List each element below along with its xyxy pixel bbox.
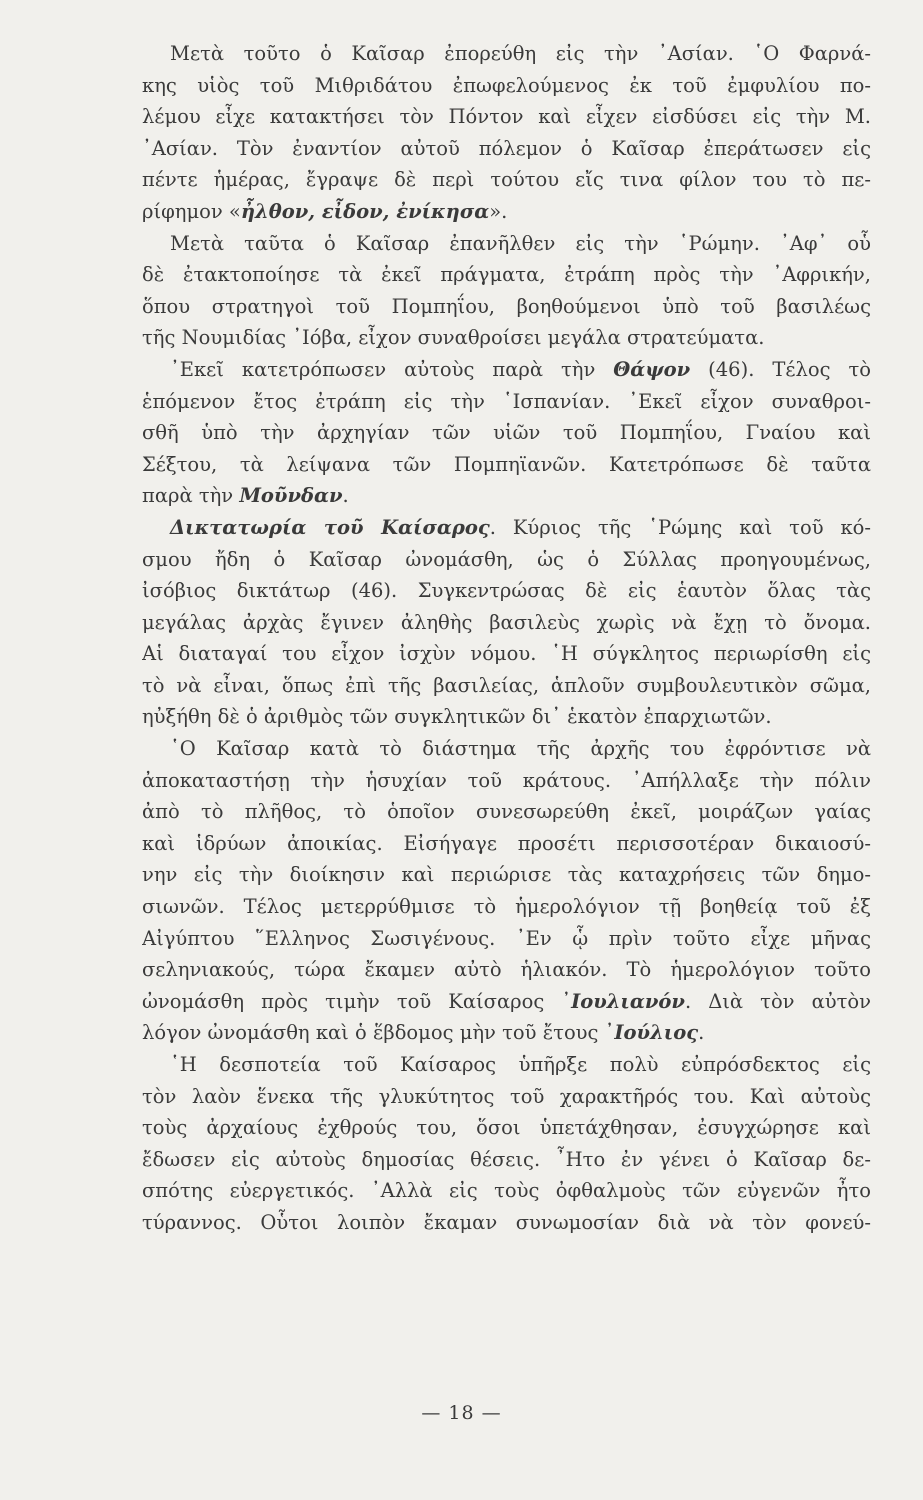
- text-line: σιωνῶν. Τέλος μετερρύθμισε τὸ ἡμερολόγιον τῇ βοηθείᾳ τοῦ ἐξ: [142, 895, 871, 919]
- text-run: .: [698, 1021, 705, 1045]
- text-line: Μετὰ ταῦτα ὁ Καῖσαρ ἐπανῆλθεν εἰς τὴν ῾Ρώμην. ᾿Αφ᾿ οὗ: [170, 231, 871, 255]
- text-line: ηὐξήθη δὲ ὁ ἀριθμὸς τῶν συγκλητικῶν δι᾿ ἑκατὸν ἐπαρχιωτῶν.: [142, 705, 772, 729]
- text-line: [142, 354, 871, 386]
- text-run: ᾿Εκεῖ κατετρόπωσεν αὐτοὺς παρὰ τὴν: [170, 357, 614, 381]
- text-run: ρίφημον «: [142, 199, 241, 223]
- emphasized-term: ἦλθον, εἶδον, ἐνίκησα: [240, 199, 490, 223]
- text-line: Αἰγύπτου ῞Ελληνος Σωσιγένους. ᾿Εν ᾧ πρὶν τοῦτο εἶχε μῆνας: [142, 926, 871, 950]
- text-line: Σέξτου, τὰ λείψανα τῶν Πομπηϊανῶν. Κατετρόπωσε δὲ ταῦτα: [142, 452, 871, 476]
- emphasized-term: Δικτατωρία τοῦ Καίσαρος: [170, 515, 490, 539]
- emphasized-term: Θάψον: [613, 357, 691, 381]
- text-line: [142, 196, 871, 228]
- text-line: ἔδωσεν εἰς αὐτοὺς δημοσίας θέσεις. ῏Ητο ἐν γένει ὁ Καῖσαρ δε-: [142, 1147, 871, 1171]
- text-line: τύραννος. Οὗτοι λοιπὸν ἔκαμαν συνωμοσίαν διὰ νὰ τὸν φονεύ-: [142, 1210, 871, 1234]
- text-line: τοὺς ἀρχαίους ἐχθρούς του, ὅσοι ὑπετάχθησαν, ἐσυγχώρησε καὶ: [142, 1116, 871, 1140]
- text-line: ἑπόμενον ἔτος ἐτράπη εἰς τὴν ῾Ισπανίαν. ᾿Εκεῖ εἶχον συναθροι-: [142, 389, 871, 413]
- text-run: . Διὰ τὸν αὐτὸν: [684, 989, 871, 1013]
- text-run: ὠνομάσθη πρὸς τιμὴν τοῦ Καίσαρος ᾿: [142, 989, 572, 1013]
- text-run: (46). Τέλος τὸ: [690, 357, 871, 381]
- text-line: κης υἱὸς τοῦ Μιθριδάτου ἐπωφελούμενος ἐκ τοῦ ἐμφυλίου πο-: [142, 73, 871, 97]
- text-line: νην εἰς τὴν διοίκησιν καὶ περιώρισε τὰς καταχρήσεις τῶν δημο-: [142, 863, 871, 887]
- text-line: ᾿Ασίαν. Τὸν ἐναντίον αὐτοῦ πόλεμον ὁ Καῖσαρ ἐπεράτωσεν εἰς: [142, 136, 871, 160]
- text-run: . Κύριος τῆς ῾Ρώμης καὶ τοῦ κό-: [489, 515, 871, 539]
- text-line: ἀποκαταστήσῃ τὴν ἡσυχίαν τοῦ κράτους. ᾿Απήλλαξε τὴν πόλιν: [142, 768, 871, 792]
- text-line: τὸ νὰ εἶναι, ὅπως ἐπὶ τῆς βασιλείας, ἁπλοῦν συμβουλευτικὸν σῶμα,: [142, 673, 871, 697]
- text-line: [142, 1017, 871, 1049]
- text-line: ἀπὸ τὸ πλῆθος, τὸ ὁποῖον συνεσωρεύθη ἐκεῖ, μοιράζων γαίας: [142, 800, 871, 824]
- body-text: [142, 38, 871, 1239]
- text-line: [142, 480, 871, 512]
- text-line: τῆς Νουμιδίας ᾿Ιόβα, εἶχον συναθροίσει μεγάλα στρατεύματα.: [142, 326, 765, 350]
- text-line: λέμου εἶχε κατακτήσει τὸν Πόντον καὶ εἶχεν εἰσδύσει εἰς τὴν Μ.: [142, 105, 871, 129]
- text-line: σθῆ ὑπὸ τὴν ἀρχηγίαν τῶν υἱῶν τοῦ Πομπηΐου, Γναίου καὶ: [142, 421, 871, 445]
- text-run: παρὰ τὴν: [142, 484, 240, 508]
- text-line: Μετὰ τοῦτο ὁ Καῖσαρ ἐπορεύθη εἰς τὴν ᾿Ασίαν. ῾Ο Φαρνά-: [170, 42, 871, 65]
- text-run: ».: [489, 199, 508, 223]
- text-line: μεγάλας ἀρχὰς ἔγινεν ἀληθὴς βασιλεὺς χωρὶς νὰ ἔχῃ τὸ ὄνομα.: [142, 610, 871, 634]
- text-line: σεληνιακούς, τώρα ἔκαμεν αὐτὸ ἡλιακόν. Τὸ ἡμερολόγιον τοῦτο: [142, 958, 871, 982]
- page-number: — 18 —: [421, 1402, 502, 1424]
- text-line: σπότης εὐεργετικός. ᾿Αλλὰ εἰς τοὺς ὀφθαλμοὺς τῶν εὐγενῶν ἦτο: [142, 1179, 871, 1203]
- text-line: ἰσόβιος δικτάτωρ (46). Συγκεντρώσας δὲ εἰς ἑαυτὸν ὅλας τὰς: [142, 579, 871, 603]
- emphasized-term: Ιουλιανόν: [571, 989, 685, 1013]
- text-run: .: [342, 484, 349, 508]
- emphasized-term: Μοῦνδαν: [239, 484, 343, 508]
- text-line: καὶ ἱδρύων ἀποικίας. Εἰσήγαγε προσέτι περισσοτέραν δικαιοσύ-: [142, 831, 871, 855]
- text-run: λόγον ὠνομάσθη καὶ ὁ ἕβδομος μὴν τοῦ ἔτους ᾿: [142, 1021, 615, 1045]
- text-line: ῾Η δεσποτεία τοῦ Καίσαρος ὑπῆρξε πολὺ εὐπρόσδεκτος εἰς: [170, 1053, 871, 1076]
- text-line: [142, 512, 871, 544]
- text-line: Αἱ διαταγαί του εἶχον ἰσχὺν νόμου. ῾Η σύγκλητος περιωρίσθη εἰς: [142, 642, 871, 666]
- text-line: [142, 986, 871, 1018]
- text-line: ῾Ο Καῖσαρ κατὰ τὸ διάστημα τῆς ἀρχῆς του ἐφρόντισε νὰ: [170, 737, 871, 761]
- text-line: ὅπου στρατηγοὶ τοῦ Πομπηΐου, βοηθούμενοι ὑπὸ τοῦ βασιλέως: [142, 294, 871, 318]
- text-line: τὸν λαὸν ἕνεκα τῆς γλυκύτητος τοῦ χαρακτῆρός του. Καὶ αὐτοὺς: [142, 1084, 871, 1108]
- emphasized-term: Ιούλιος: [614, 1021, 699, 1045]
- text-line: σμου ἤδη ὁ Καῖσαρ ὠνομάσθη, ὡς ὁ Σύλλας προηγουμένως,: [142, 547, 871, 571]
- text-line: πέντε ἡμέρας, ἔγραψε δὲ περὶ τούτου εἴς τινα φίλον του τὸ πε-: [142, 168, 871, 192]
- text-line: δὲ ἐτακτοποίησε τὰ ἐκεῖ πράγματα, ἐτράπη πρὸς τὴν ᾿Αφρικήν,: [142, 263, 871, 287]
